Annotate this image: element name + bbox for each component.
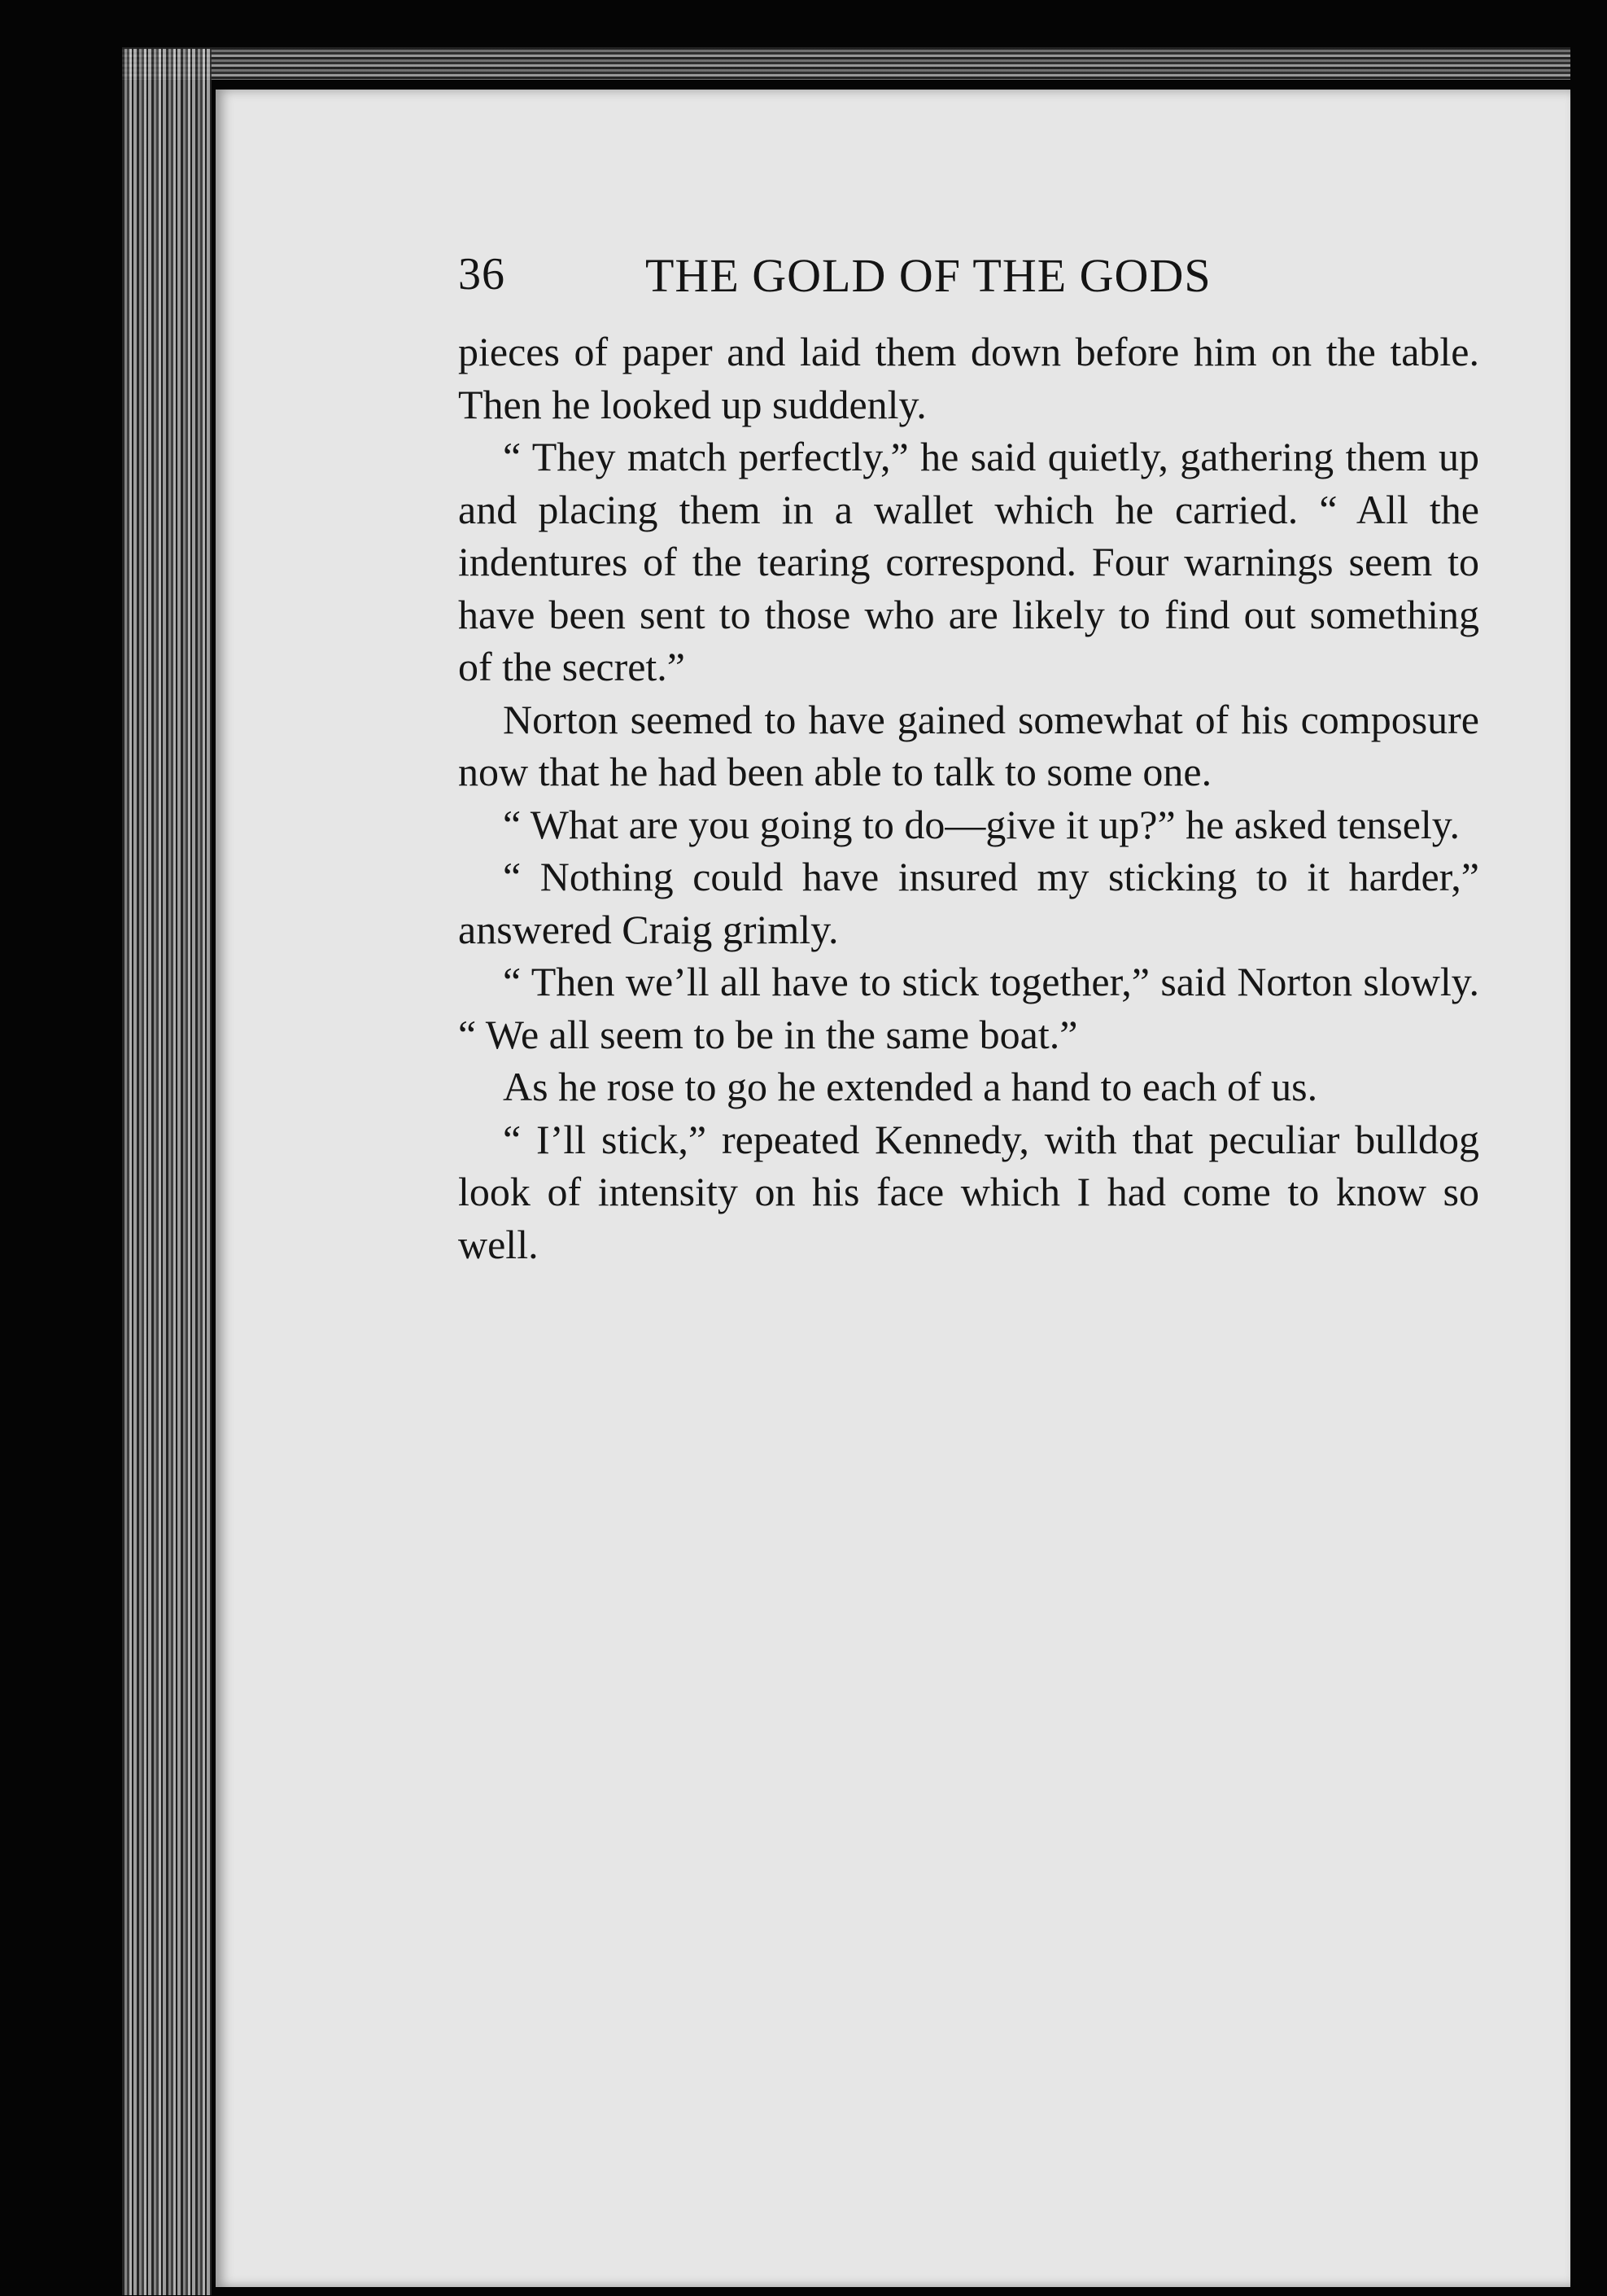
paragraph: “ What are you going to do—give it up?” he asked tensely.	[503, 801, 1461, 847]
paragraph: “ Then we’ll all have to stick together,” said Norton slowly. “ We all seem to be in the same boat.”	[458, 959, 1479, 1057]
paragraph: pieces of paper and laid them down before him on the table. Then he looked up suddenly.	[458, 329, 1479, 427]
paragraph: “ I’ll stick,” repeated Kennedy, with that peculiar bulldog look of intensity on his face which I had come to know so well.	[458, 1116, 1479, 1267]
book-fore-edge	[122, 49, 212, 2295]
book-top-edge	[122, 47, 1570, 80]
paragraph: “ Nothing could have insured my sticking to it harder,” answered Craig grimly.	[458, 854, 1479, 952]
paragraph: As he rose to go he extended a hand to each of us.	[503, 1064, 1318, 1109]
paragraph: “ They match perfectly,” he said quietly, gathering them up and placing them in a wallet which he carried. “ All the indentures of the tearing correspond. Four warnings seem to have been sent to those who are likely to find out something of the secret.”	[458, 434, 1479, 689]
running-head	[458, 248, 1296, 313]
body-text	[458, 326, 1479, 1270]
paragraph: Norton seemed to have gained somewhat of his composure now that he had been able to talk to some one.	[458, 696, 1479, 794]
book-title: THE GOLD OF THE GODS	[645, 249, 1212, 302]
page-number: 36	[458, 249, 505, 300]
